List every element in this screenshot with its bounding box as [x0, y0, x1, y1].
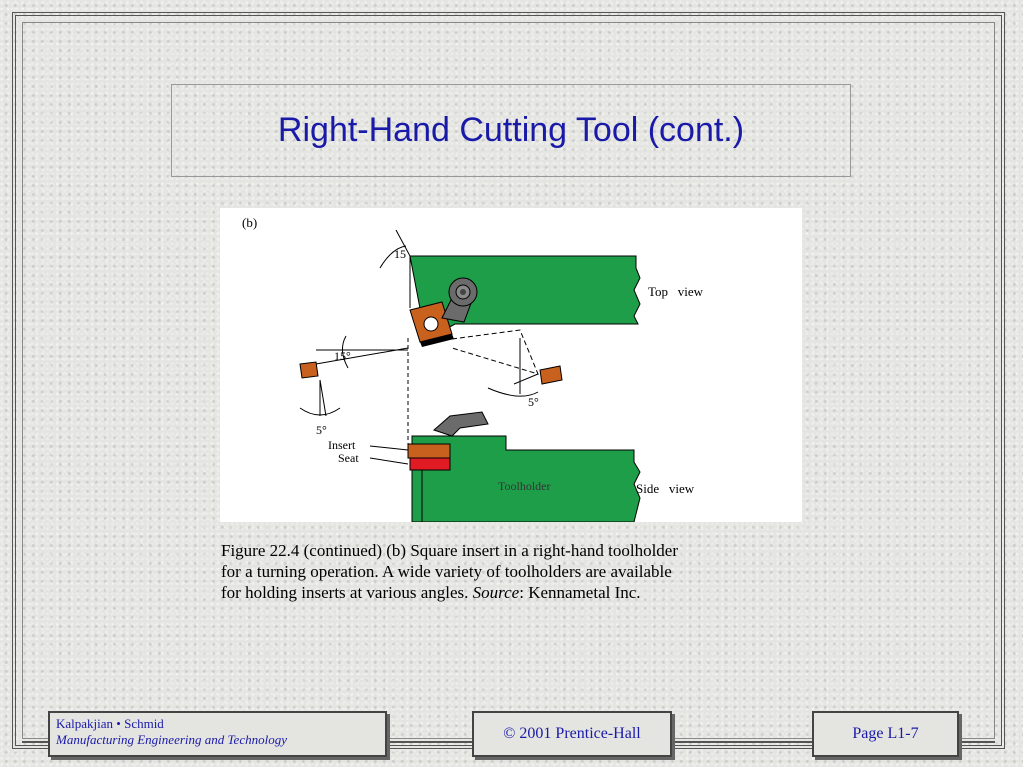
footer-book-title: Manufacturing Engineering and Technology	[56, 732, 287, 747]
side-view-label: Side view	[636, 481, 695, 496]
clamp-screw-center	[460, 289, 466, 295]
footer-page-box	[812, 711, 959, 757]
figure-cutting-tool	[220, 208, 802, 522]
insert-label: Insert	[328, 438, 356, 452]
seat-label: Seat	[338, 451, 359, 465]
toolholder-label: Toolholder	[498, 479, 551, 493]
caption-line-3-suffix: : Kennametal Inc.	[519, 583, 641, 602]
footer-page-number: Page L1-7	[852, 725, 919, 742]
footer-copyright: © 2001 Prentice-Hall	[503, 725, 641, 742]
footer-rule	[22, 741, 48, 743]
cutting-tool-diagram	[220, 208, 802, 522]
caption-line-3-prefix: for holding inserts at various angles.	[221, 583, 473, 602]
slide-title: Right-Hand Cutting Tool (cont.)	[277, 111, 745, 149]
footer-rule	[675, 741, 812, 743]
footer-authors-box	[48, 711, 387, 757]
panel-label: (b)	[242, 215, 258, 230]
angle-label-left: 15°	[334, 349, 351, 363]
caption-line-2: for a turning operation. A wide variety of toolholders are available	[221, 562, 672, 581]
angle-label-right: 5°	[528, 395, 539, 409]
footer-rule	[962, 741, 995, 743]
footer-rule	[390, 741, 472, 743]
insert-small-left	[300, 362, 318, 378]
angle-label-bottom-left: 5°	[316, 423, 327, 437]
dashed-outline-right	[452, 330, 538, 374]
caption-line-3	[221, 582, 791, 603]
title-box	[171, 84, 851, 177]
caption-source-word: Source	[472, 583, 520, 602]
angle-label-top: 15	[394, 247, 406, 261]
insert-small-right	[540, 366, 562, 384]
top-view-label: Top view	[648, 284, 704, 299]
footer-authors: Kalpakjian • Schmid	[56, 716, 164, 731]
figure-caption	[221, 540, 791, 603]
clamp-side-view	[434, 412, 488, 436]
insert-side-view	[408, 444, 450, 458]
insert-hole	[424, 317, 438, 331]
seat-side-view	[410, 458, 450, 470]
footer-copyright-box	[472, 711, 672, 757]
caption-line-1: Figure 22.4 (continued) (b) Square insert in a right-hand toolholder	[221, 541, 678, 560]
